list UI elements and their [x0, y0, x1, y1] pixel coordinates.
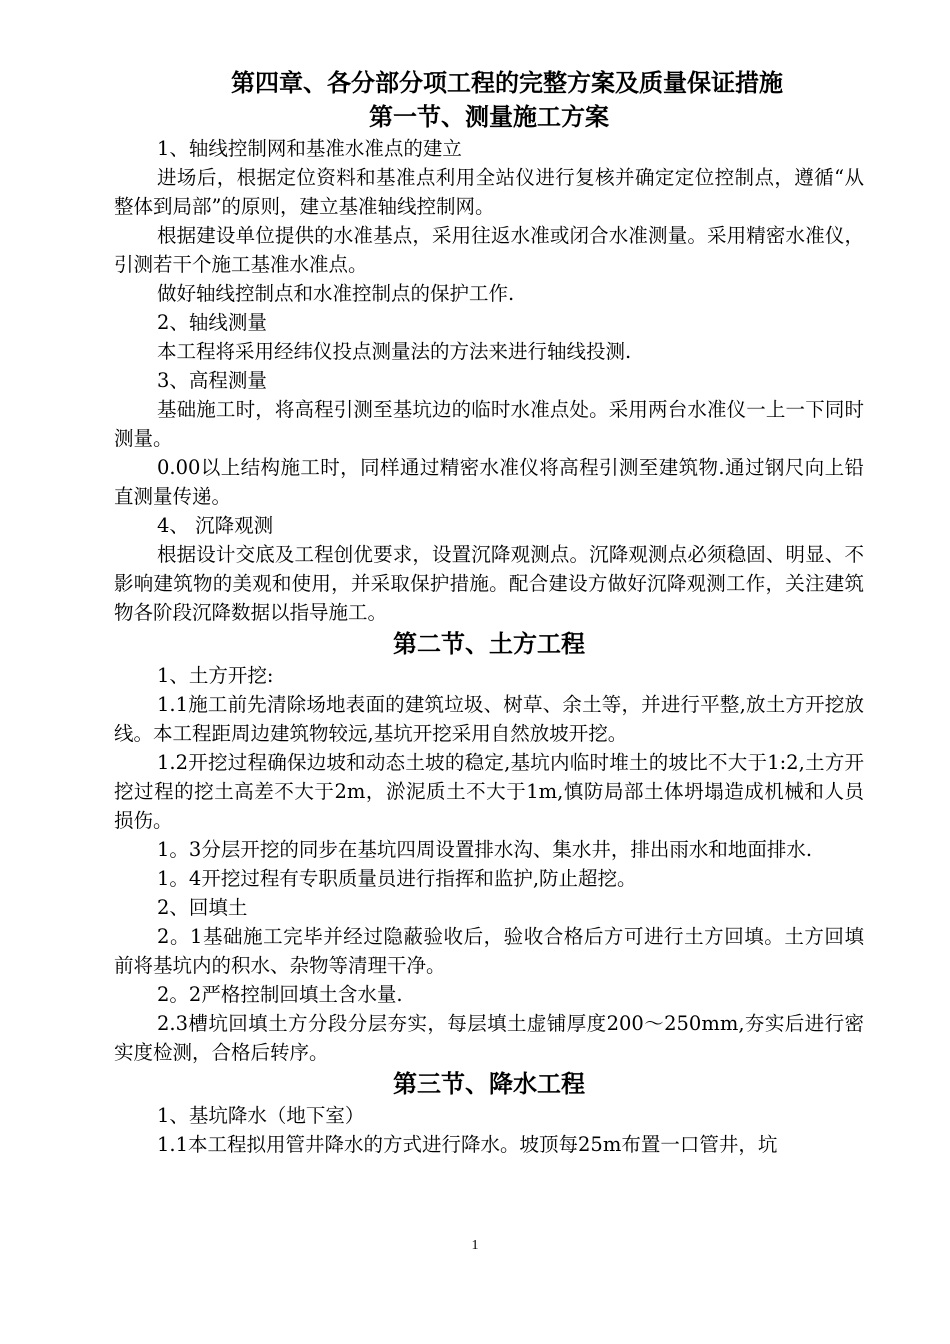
section-1-paragraph-1: 进场后，根据定位资料和基准点利用全站仪进行复核并确定定位控制点，遵循“从整体到局部”的原则，建立基准轴线控制网。	[114, 166, 864, 218]
section-1-heading-1: 1、轴线控制网和基准水准点的建立	[157, 137, 462, 160]
section-2-paragraph-7: 2.3槽坑回填土方分段分层夯实，每层填土虚铺厚度200～250mm,夯实后进行密实度检测，合格后转序。	[114, 1012, 864, 1064]
section-2-paragraph-5: 2。1基础施工完毕并经过隐蔽验收后，验收合格后方可进行土方回填。土方回填前将基坑内的积水、杂物等清理干净。	[114, 925, 864, 977]
section-2-title: 第二节、土方工程	[393, 630, 585, 658]
section-2-heading-1: 1、土方开挖:	[157, 664, 274, 687]
section-1-title: 第一节、测量施工方案	[369, 103, 609, 131]
section-1-paragraph-7: 根据设计交底及工程创优要求，设置沉降观测点。沉降观测点必须稳固、明显、不影响建筑物的美观和使用，并采取保护措施。配合建设方做好沉降观测工作，关注建筑物各阶段沉降数据以指导施工。	[114, 543, 864, 624]
section-3-title: 第三节、降水工程	[393, 1070, 585, 1098]
section-2-heading-2: 2、回填土	[157, 896, 248, 919]
section-1-paragraph-6: 0.00以上结构施工时，同样通过精密水准仪将高程引测至建筑物.通过钢尺向上铅直测量传递。	[114, 456, 864, 508]
section-2-paragraph-3: 1。3分层开挖的同步在基坑四周设置排水沟、集水井，排出雨水和地面排水.	[157, 838, 813, 861]
page-number: 1	[471, 1238, 479, 1253]
section-1-paragraph-4: 本工程将采用经纬仪投点测量法的方法来进行轴线投测.	[157, 340, 632, 363]
page-content	[114, 66, 864, 1159]
section-3-paragraph-1: 1.1本工程拟用管井降水的方式进行降水。坡顶每25m布置一口管井，坑	[157, 1133, 778, 1156]
section-1-heading-2: 2、轴线测量	[157, 311, 267, 334]
section-2-paragraph-6: 2。2严格控制回填土含水量.	[157, 983, 403, 1006]
section-1-paragraph-5: 基础施工时，将高程引测至基坑边的临时水准点处。采用两台水准仪一上一下同时测量。	[114, 398, 864, 450]
chapter-title: 第四章、各分部分项工程的完整方案及质量保证措施	[231, 69, 783, 97]
section-1-paragraph-2: 根据建设单位提供的水准基点，采用往返水准或闭合水准测量。采用精密水准仪，引测若干个施工基准水准点。	[114, 224, 864, 276]
section-1-heading-4: 4、 沉降观测	[157, 514, 274, 537]
section-1-paragraph-3: 做好轴线控制点和水准控制点的保护工作.	[157, 282, 515, 305]
section-2-paragraph-2: 1.2开挖过程确保边坡和动态土坡的稳定,基坑内临时堆土的坡比不大于1:2,土方开挖过程的挖土高差不大于2m，淤泥质土不大于1m,慎防局部土体坍塌造成机械和人员损伤。	[114, 751, 864, 832]
section-1-heading-3: 3、高程测量	[157, 369, 267, 392]
section-3-heading-1: 1、基坑降水（地下室）	[157, 1104, 365, 1127]
section-2-paragraph-1: 1.1施工前先清除场地表面的建筑垃圾、树草、余土等，并进行平整,放土方开挖放线。本工程距周边建筑物较远,基坑开挖采用自然放坡开挖。	[114, 693, 864, 745]
section-2-paragraph-4: 1。4开挖过程有专职质量员进行指挥和监护,防止超挖。	[157, 867, 637, 890]
